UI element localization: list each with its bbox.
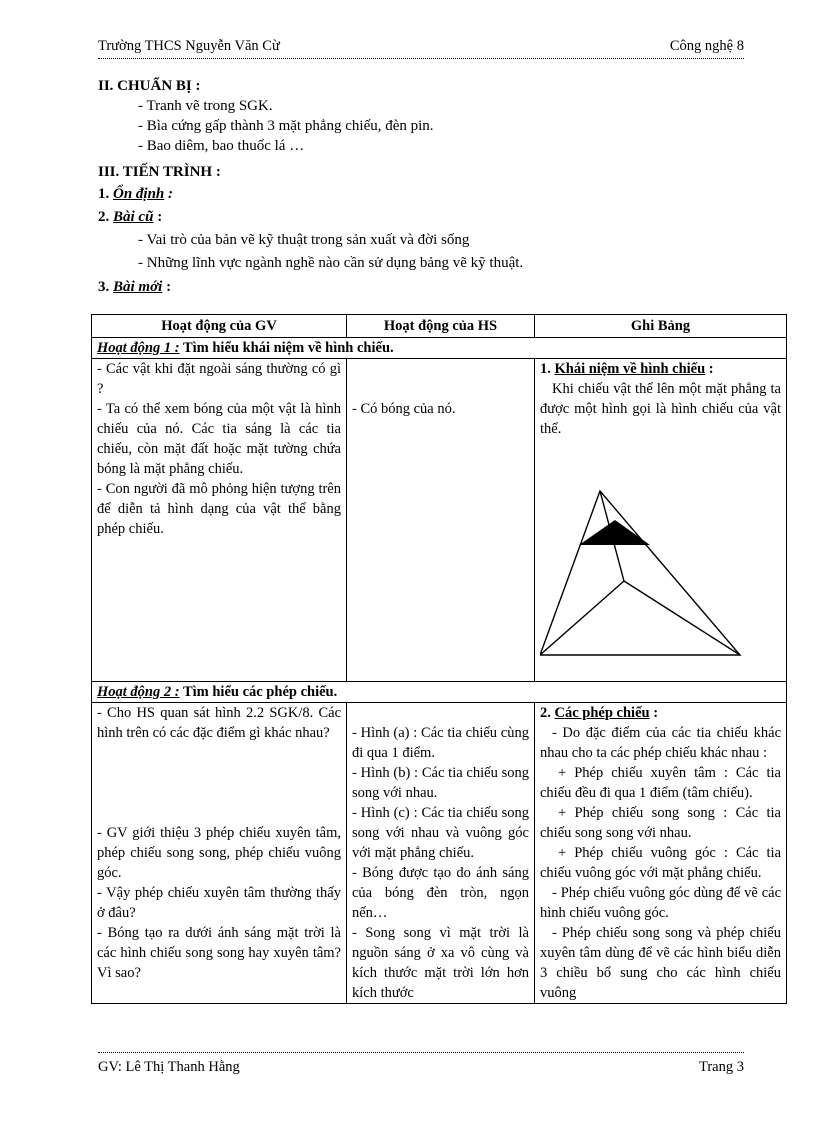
prep-item: - Bao diêm, bao thuốc lá …	[138, 138, 305, 154]
concept-title: 1. Khái niệm về hình chiếu :	[540, 361, 714, 377]
activity-1-gb	[535, 359, 787, 682]
activity-1-content	[92, 359, 787, 682]
projection-ray	[540, 581, 624, 655]
concept-text: Khi chiếu vật thể lên một mặt phẳng ta được một hình gọi là hình chiếu của vật thể.	[540, 381, 781, 437]
column-header: Hoạt động của GV	[92, 315, 347, 338]
gv-line: - Ta có thể xem bóng của một vật là hình chiếu của nó. Các tia sáng là các tia chiếu, còn mặt đất hoặc mặt tường chứa bóng là mặt phẳng chiếu.	[97, 401, 341, 477]
hs-line: - Hình (b) : Các tia chiếu song song với nhau.	[352, 765, 529, 801]
activity-2-title: Hoạt động 2 : Tìm hiểu các phép chiếu.	[92, 682, 787, 703]
teacher-name: GV: Lê Thị Thanh Hằng	[98, 1059, 240, 1075]
activity-2-content	[92, 703, 787, 1004]
step-3: 3. Bài mới :	[98, 279, 172, 295]
projection-figure	[540, 477, 780, 657]
gv-line: - Vậy phép chiếu xuyên tâm thường thấy ở đâu?	[97, 885, 341, 921]
table-header-row	[92, 315, 787, 338]
hs-line: - Hình (c) : Các tia chiếu song song với nhau và vuông góc với mặt phẳng chiếu.	[352, 805, 529, 861]
page-number: Trang 3	[699, 1059, 744, 1075]
step-1: 1. Ổn định :	[98, 186, 174, 202]
gb-line: + Phép chiếu vuông góc : Các tia chiếu vuông góc với mặt phẳng chiếu.	[540, 845, 781, 881]
projection-plane-outline	[540, 491, 740, 655]
gv-line: - Cho HS quan sát hình 2.2 SGK/8. Các hình trên có các đặc điểm gì khác nhau?	[97, 705, 341, 741]
document-body	[98, 76, 748, 297]
column-header: Hoạt động của HS	[347, 315, 535, 338]
hs-line: - Có bóng của nó.	[352, 401, 456, 417]
prep-item: - Bìa cứng gấp thành 3 mặt phẳng chiếu, đèn pin.	[138, 118, 434, 134]
object-shadow	[579, 520, 650, 545]
activity-1-row	[92, 338, 787, 359]
gb-line: - Phép chiếu vuông góc dùng để vẽ các hình chiếu vuông góc.	[540, 885, 781, 921]
activity-1-gv	[92, 359, 347, 682]
hs-line: - Hình (a) : Các tia chiếu cùng đi qua 1 điểm.	[352, 725, 529, 761]
column-header: Ghi Bảng	[535, 315, 787, 338]
gb-line: + Phép chiếu song song : Các tia chiếu song song với nhau.	[540, 805, 781, 841]
projections-title: 2. Các phép chiếu :	[540, 705, 659, 721]
process-title: III. TIẾN TRÌNH :	[98, 164, 221, 180]
page-footer	[98, 1052, 744, 1077]
activity-2-gb	[535, 703, 787, 1004]
activity-2-gv	[92, 703, 347, 1004]
gv-line: - GV giới thiệu 3 phép chiếu xuyên tâm, phép chiếu song song, phép chiếu vuông góc.	[97, 825, 341, 881]
step-2-item: - Những lĩnh vực ngành nghề nào cần sử dụng bảng vẽ kỹ thuật.	[138, 255, 524, 271]
gv-line: - Con người đã mô phỏng hiện tượng trên để diễn tả hình dạng của vật thể bằng phép chiếu.	[97, 481, 341, 537]
step-2: 2. Bài cũ :	[98, 209, 163, 225]
activity-2-hs	[347, 703, 535, 1004]
prep-item: - Tranh vẽ trong SGK.	[138, 98, 273, 114]
activity-2-row	[92, 682, 787, 703]
hs-line: - Bóng được tạo do ánh sáng của bóng đèn tròn, ngọn nến…	[352, 865, 529, 921]
subject-name: Công nghệ 8	[669, 38, 744, 54]
gb-line: - Do đặc điểm của các tia chiếu khác nhau cho ta các phép chiếu khác nhau :	[540, 725, 781, 761]
gv-line: - Các vật khi đặt ngoài sáng thường có gì ?	[97, 361, 341, 397]
hs-line: - Song song vì mặt trời là nguồn sáng ở xa vô cùng và kích thước mặt trời lớn hơn kích thước	[352, 925, 529, 1001]
lesson-table	[91, 314, 787, 1004]
gb-line: + Phép chiếu xuyên tâm : Các tia chiếu đều đi qua 1 điểm (tâm chiếu).	[540, 765, 781, 801]
activity-1-title: Hoạt động 1 : Tìm hiểu khái niệm về hình chiếu.	[92, 338, 787, 359]
activity-1-hs	[347, 359, 535, 682]
gv-line: - Bóng tạo ra dưới ánh sáng mặt trời là các hình chiếu song song hay xuyên tâm? Vì sao?	[97, 925, 341, 981]
gb-line: - Phép chiếu song song và phép chiếu xuyên tâm dùng để vẽ các hình biểu diễn 3 chiều bổ sung cho các hình chiếu vuông	[540, 925, 781, 1001]
step-2-item: - Vai trò của bản vẽ kỹ thuật trong sản xuất và đời sống	[138, 232, 470, 248]
page-header	[98, 36, 744, 59]
school-name: Trường THCS Nguyễn Văn Cừ	[98, 38, 280, 54]
prep-title: II. CHUẨN BỊ :	[98, 78, 201, 94]
